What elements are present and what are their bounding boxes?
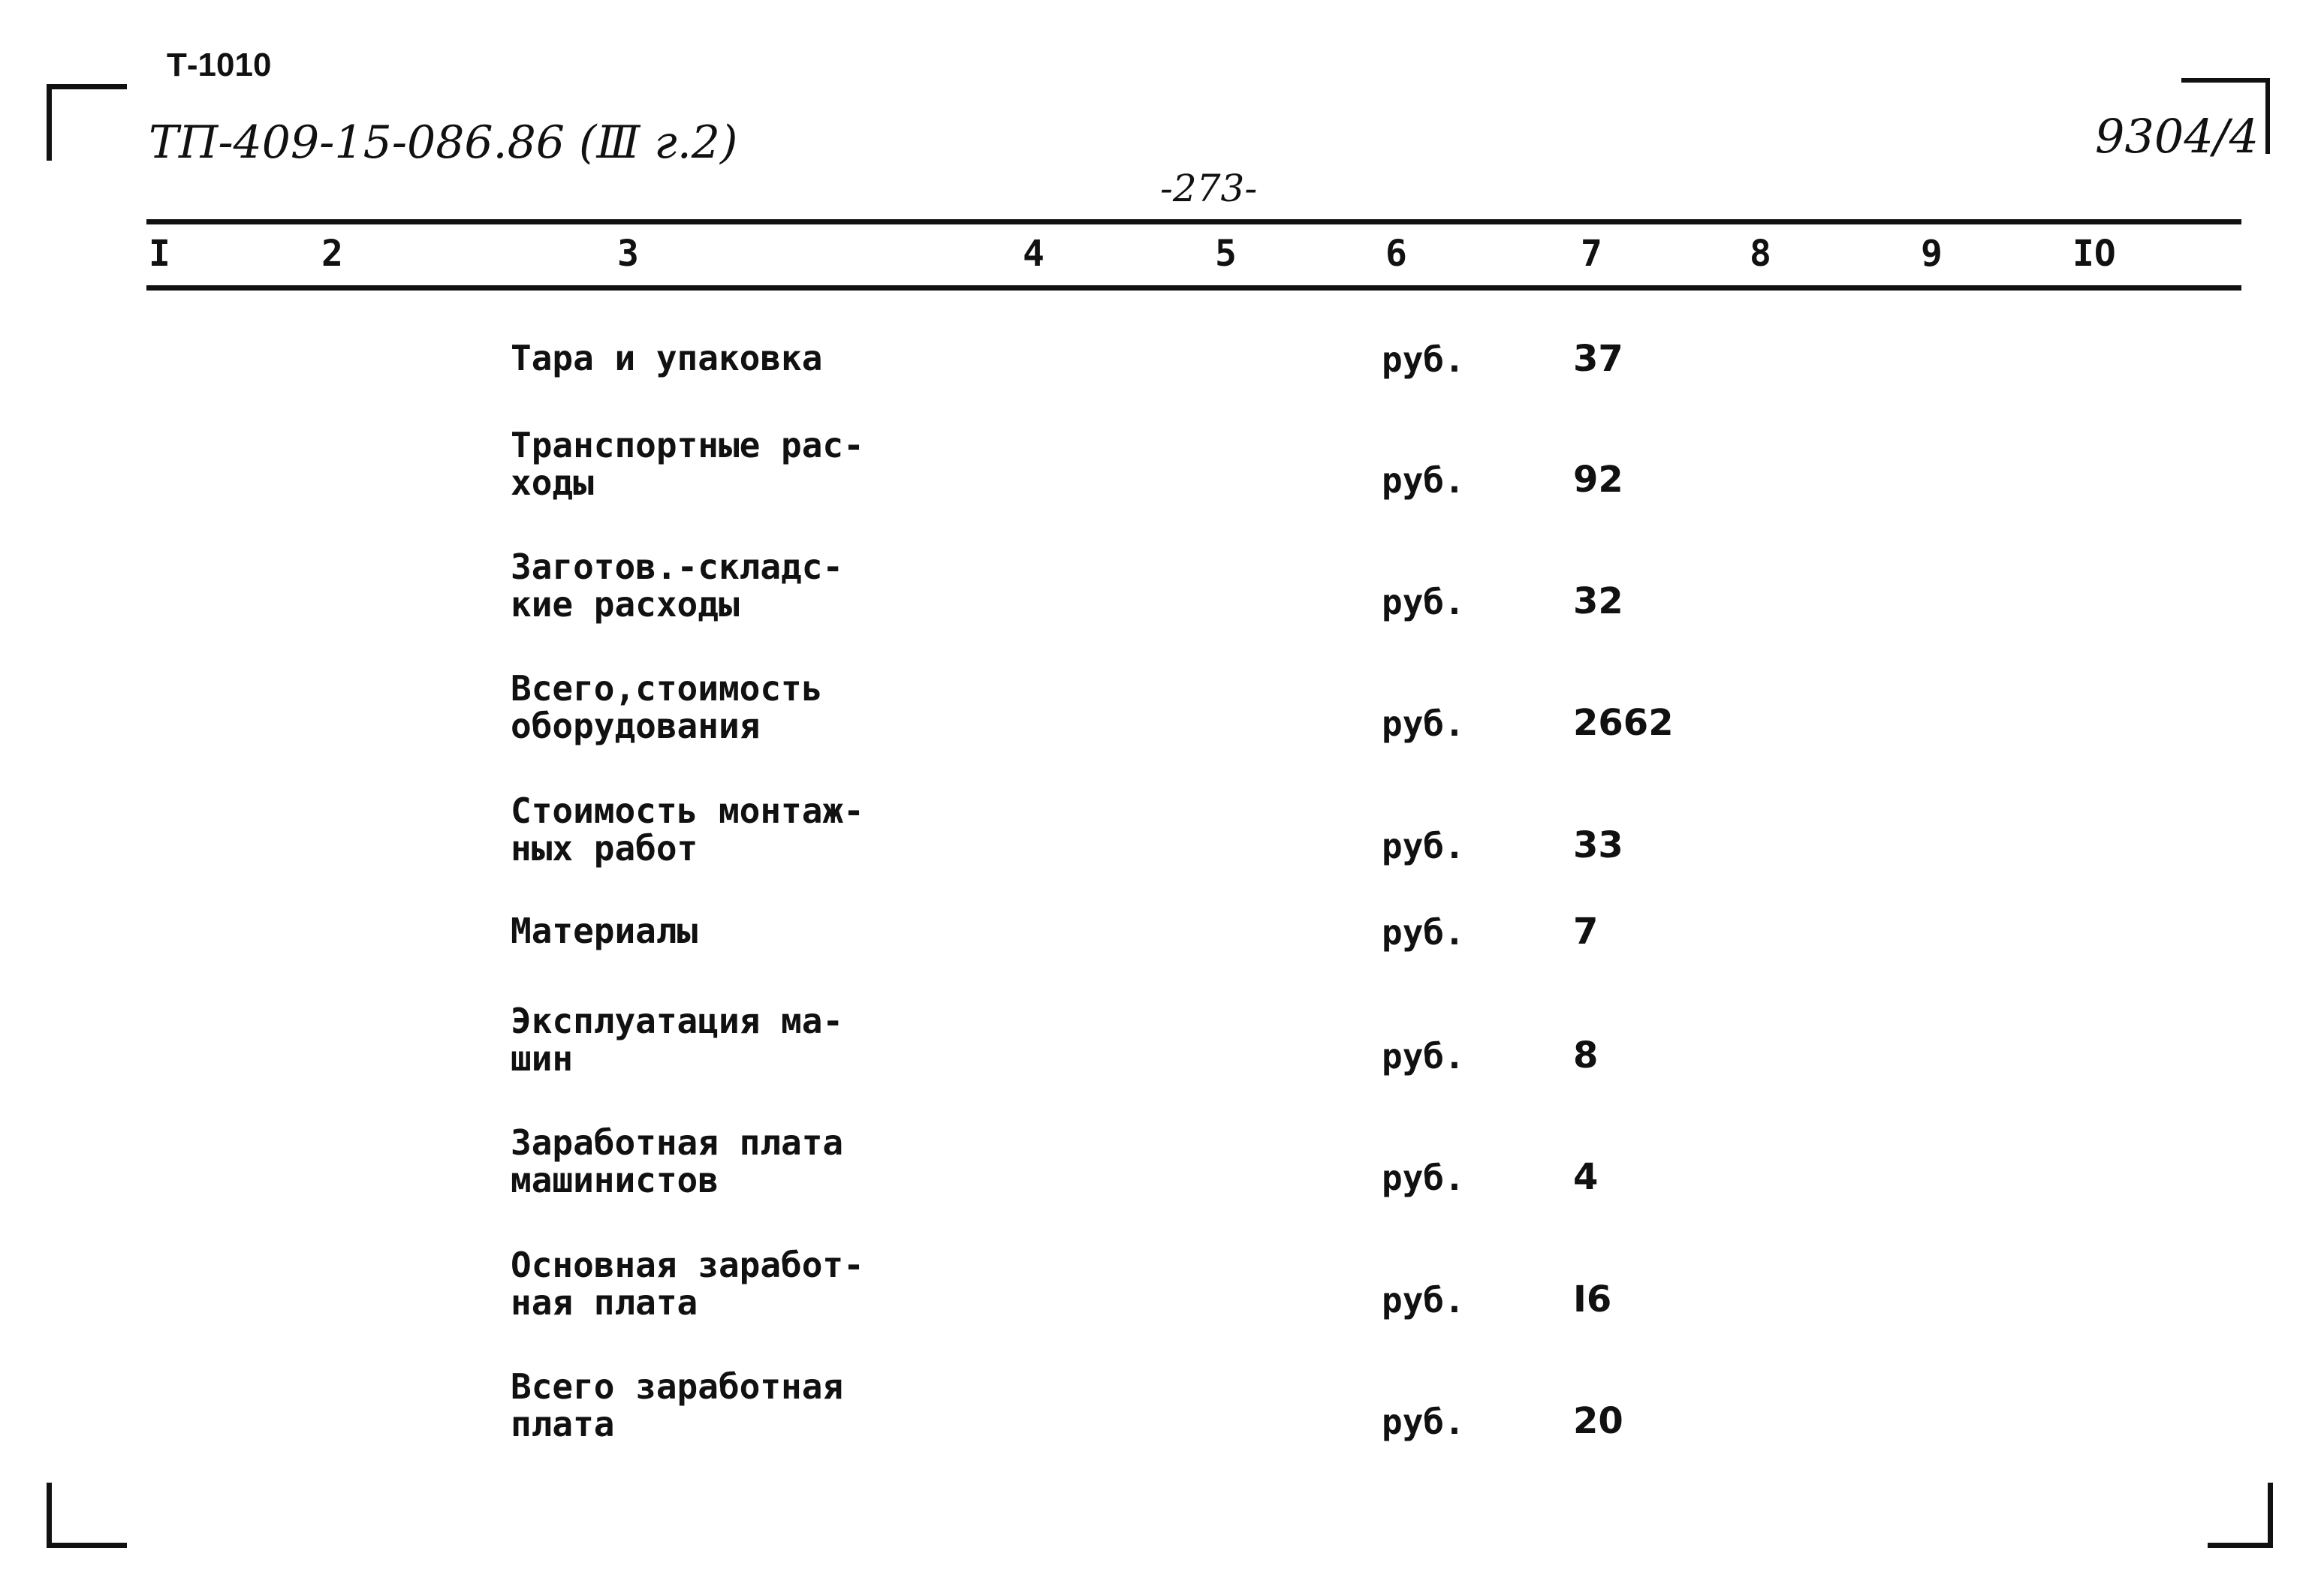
item-unit: руб. xyxy=(1382,1280,1465,1320)
item-unit: руб. xyxy=(1382,703,1465,744)
column-number: 7 xyxy=(1581,233,1602,275)
item-value: 4 xyxy=(1573,1156,1599,1198)
item-name: Заработная плата машинистов xyxy=(511,1122,844,1200)
page-number: -273- xyxy=(1160,167,1258,210)
item-unit: руб. xyxy=(1382,1402,1465,1442)
item-unit: руб. xyxy=(1382,912,1465,953)
item-unit: руб. xyxy=(1382,1036,1465,1077)
column-number: 5 xyxy=(1215,233,1237,275)
column-number: 2 xyxy=(321,233,343,275)
item-name: Основная заработ- ная плата xyxy=(511,1245,864,1323)
sheet-reference: 9304/4 xyxy=(2095,109,2259,164)
column-number: 8 xyxy=(1750,233,1771,275)
item-unit: руб. xyxy=(1382,1158,1465,1198)
item-name: Всего,стоимость оборудования xyxy=(511,668,823,746)
table-header-rule xyxy=(146,285,2241,291)
project-number: ТП-409-15-086.86 (Ⅲ г.2) xyxy=(149,116,738,169)
item-value: 8 xyxy=(1573,1034,1599,1077)
item-name: Стоимость монтаж- ных работ xyxy=(511,790,864,869)
item-unit: руб. xyxy=(1382,460,1465,501)
item-value: 33 xyxy=(1573,824,1623,866)
item-unit: руб. xyxy=(1382,339,1465,380)
item-name: Эксплуатация ма- шин xyxy=(511,1001,844,1079)
item-name: Материалы xyxy=(511,911,698,951)
item-name: Тара и упаковка xyxy=(511,338,823,378)
table-top-rule xyxy=(146,219,2241,224)
item-name: Заготов.-складс- кие расходы xyxy=(511,547,844,625)
item-name: Всего заработная плата xyxy=(511,1366,844,1444)
document-code: Т-1010 xyxy=(167,47,272,83)
item-name: Транспортные рас- ходы xyxy=(511,425,864,503)
item-value: 37 xyxy=(1573,338,1623,380)
item-value: I6 xyxy=(1573,1278,1612,1320)
corner-mark-bottom-left xyxy=(47,1483,127,1548)
column-number: 9 xyxy=(1921,233,1943,275)
column-number: IO xyxy=(2072,233,2116,275)
item-value: 2662 xyxy=(1573,702,1674,744)
item-value: 20 xyxy=(1573,1400,1623,1442)
item-unit: руб. xyxy=(1382,826,1465,866)
column-number: 4 xyxy=(1023,233,1044,275)
item-value: 32 xyxy=(1573,580,1623,622)
item-value: 7 xyxy=(1573,911,1599,953)
column-number: 3 xyxy=(617,233,639,275)
item-unit: руб. xyxy=(1382,582,1465,622)
item-value: 92 xyxy=(1573,459,1623,501)
column-number: 6 xyxy=(1385,233,1407,275)
column-number: I xyxy=(149,233,170,275)
corner-mark-top-left xyxy=(47,84,127,161)
corner-mark-bottom-right xyxy=(2208,1483,2273,1548)
